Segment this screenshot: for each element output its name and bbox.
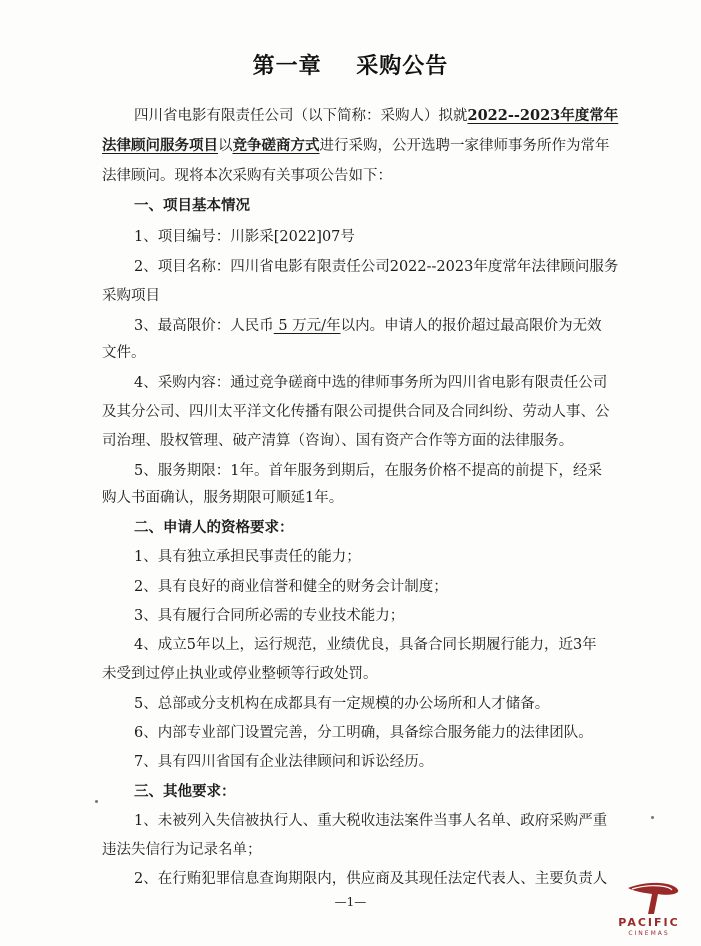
section-1-item-4-cont-1: 及其分公司、四川太平洋文化传播有限公司提供合同及合同纠纷、劳动人事、公	[102, 404, 610, 420]
section-2-item-5: 5、总部或分支机构在成都具有一定规模的办公场所和人才储备。	[134, 696, 550, 712]
intro-text: 以	[218, 138, 233, 154]
intro-line-3: 法律顾问。现将本次采购有关事项公告如下：	[102, 168, 392, 184]
section-3-item-1: 1、未被列入失信被执行人、重大税收违法案件当事人名单、政府采购严重	[134, 813, 608, 829]
section-1-item-3	[134, 314, 602, 338]
section-1-item-5: 5、服务期限：1年。首年服务到期后，在服务价格不提高的前提下，经采	[134, 463, 602, 479]
section-1-item-5-cont: 购人书面确认，服务期限可顺延1年。	[102, 490, 344, 506]
section-2-item-1: 1、具有独立承担民事责任的能力；	[134, 549, 361, 565]
logo-wordmark: PACIFIC	[618, 916, 680, 929]
intro-line-2	[102, 134, 610, 158]
project-year-highlight: 2022--2023年度常年	[467, 107, 619, 124]
section-2-item-3: 3、具有履行合同所必需的专业技术能力；	[134, 608, 405, 624]
project-name-highlight: 法律顾问服务项目	[102, 137, 218, 154]
section-1-item-4: 4、采购内容：通过竞争磋商中选的律师事务所为四川省电影有限责任公司	[134, 375, 608, 391]
section-3-item-1-cont: 违法失信行为记录名单；	[102, 842, 262, 858]
scan-speck	[651, 816, 654, 819]
scan-speck	[95, 800, 98, 803]
procurement-method-highlight: 竞争磋商方式	[232, 137, 320, 154]
section-1-item-2-cont: 采购项目	[102, 288, 160, 304]
section-1-item-2: 2、项目名称：四川省电影有限责任公司2022--2023年度常年法律顾问服务	[134, 259, 619, 275]
section-1-heading: 一、项目基本情况	[134, 197, 250, 214]
page-number: —1—	[334, 895, 367, 909]
section-2-item-7: 7、具有四川省国有企业法律顾问和诉讼经历。	[134, 754, 434, 770]
pacific-cinemas-logo	[608, 880, 690, 940]
section-1-item-1: 1、项目编号：川影采[2022]07号	[134, 229, 355, 245]
section-3-item-2: 2、在行贿犯罪信息查询期限内，供应商及其现任法定代表人、主要负责人	[134, 871, 608, 887]
section-1-item-4-cont-2: 司治理、股权管理、破产清算（咨询）、国有资产合作等方面的法律服务。	[102, 433, 574, 449]
intro-line-1	[134, 104, 618, 128]
section-2-item-6: 6、内部专业部门设置完善，分工明确，具备综合服务能力的法律团队。	[134, 725, 593, 741]
pacific-logo-icon	[608, 880, 690, 916]
logo-subtext: CINEMAS	[628, 930, 670, 937]
section-2-item-2: 2、具有良好的商业信誉和健全的财务会计制度；	[134, 579, 448, 595]
intro-text: 四川省电影有限责任公司（以下简称：采购人）拟就	[134, 108, 468, 124]
section-2-heading: 二、申请人的资格要求：	[134, 519, 294, 536]
section-2-item-4-cont: 未受到过停止执业或停业整顿等行政处罚。	[102, 666, 378, 682]
price-limit: 5 万元/年	[273, 318, 341, 334]
page-title: 第一章 采购公告	[252, 54, 449, 79]
item-text: 以内。申请人的报价超过最高限价为无效	[340, 318, 602, 334]
section-1-item-3-cont: 文件。	[102, 345, 146, 361]
section-2-item-4: 4、成立5年以上，运行规范，业绩优良，具备合同长期履行能力，近3年	[134, 637, 597, 653]
item-text: 3、最高限价：人民币	[134, 318, 274, 334]
section-3-heading: 三、其他要求：	[134, 783, 236, 800]
intro-text: 进行采购，公开选聘一家律师事务所作为常年	[319, 138, 610, 154]
